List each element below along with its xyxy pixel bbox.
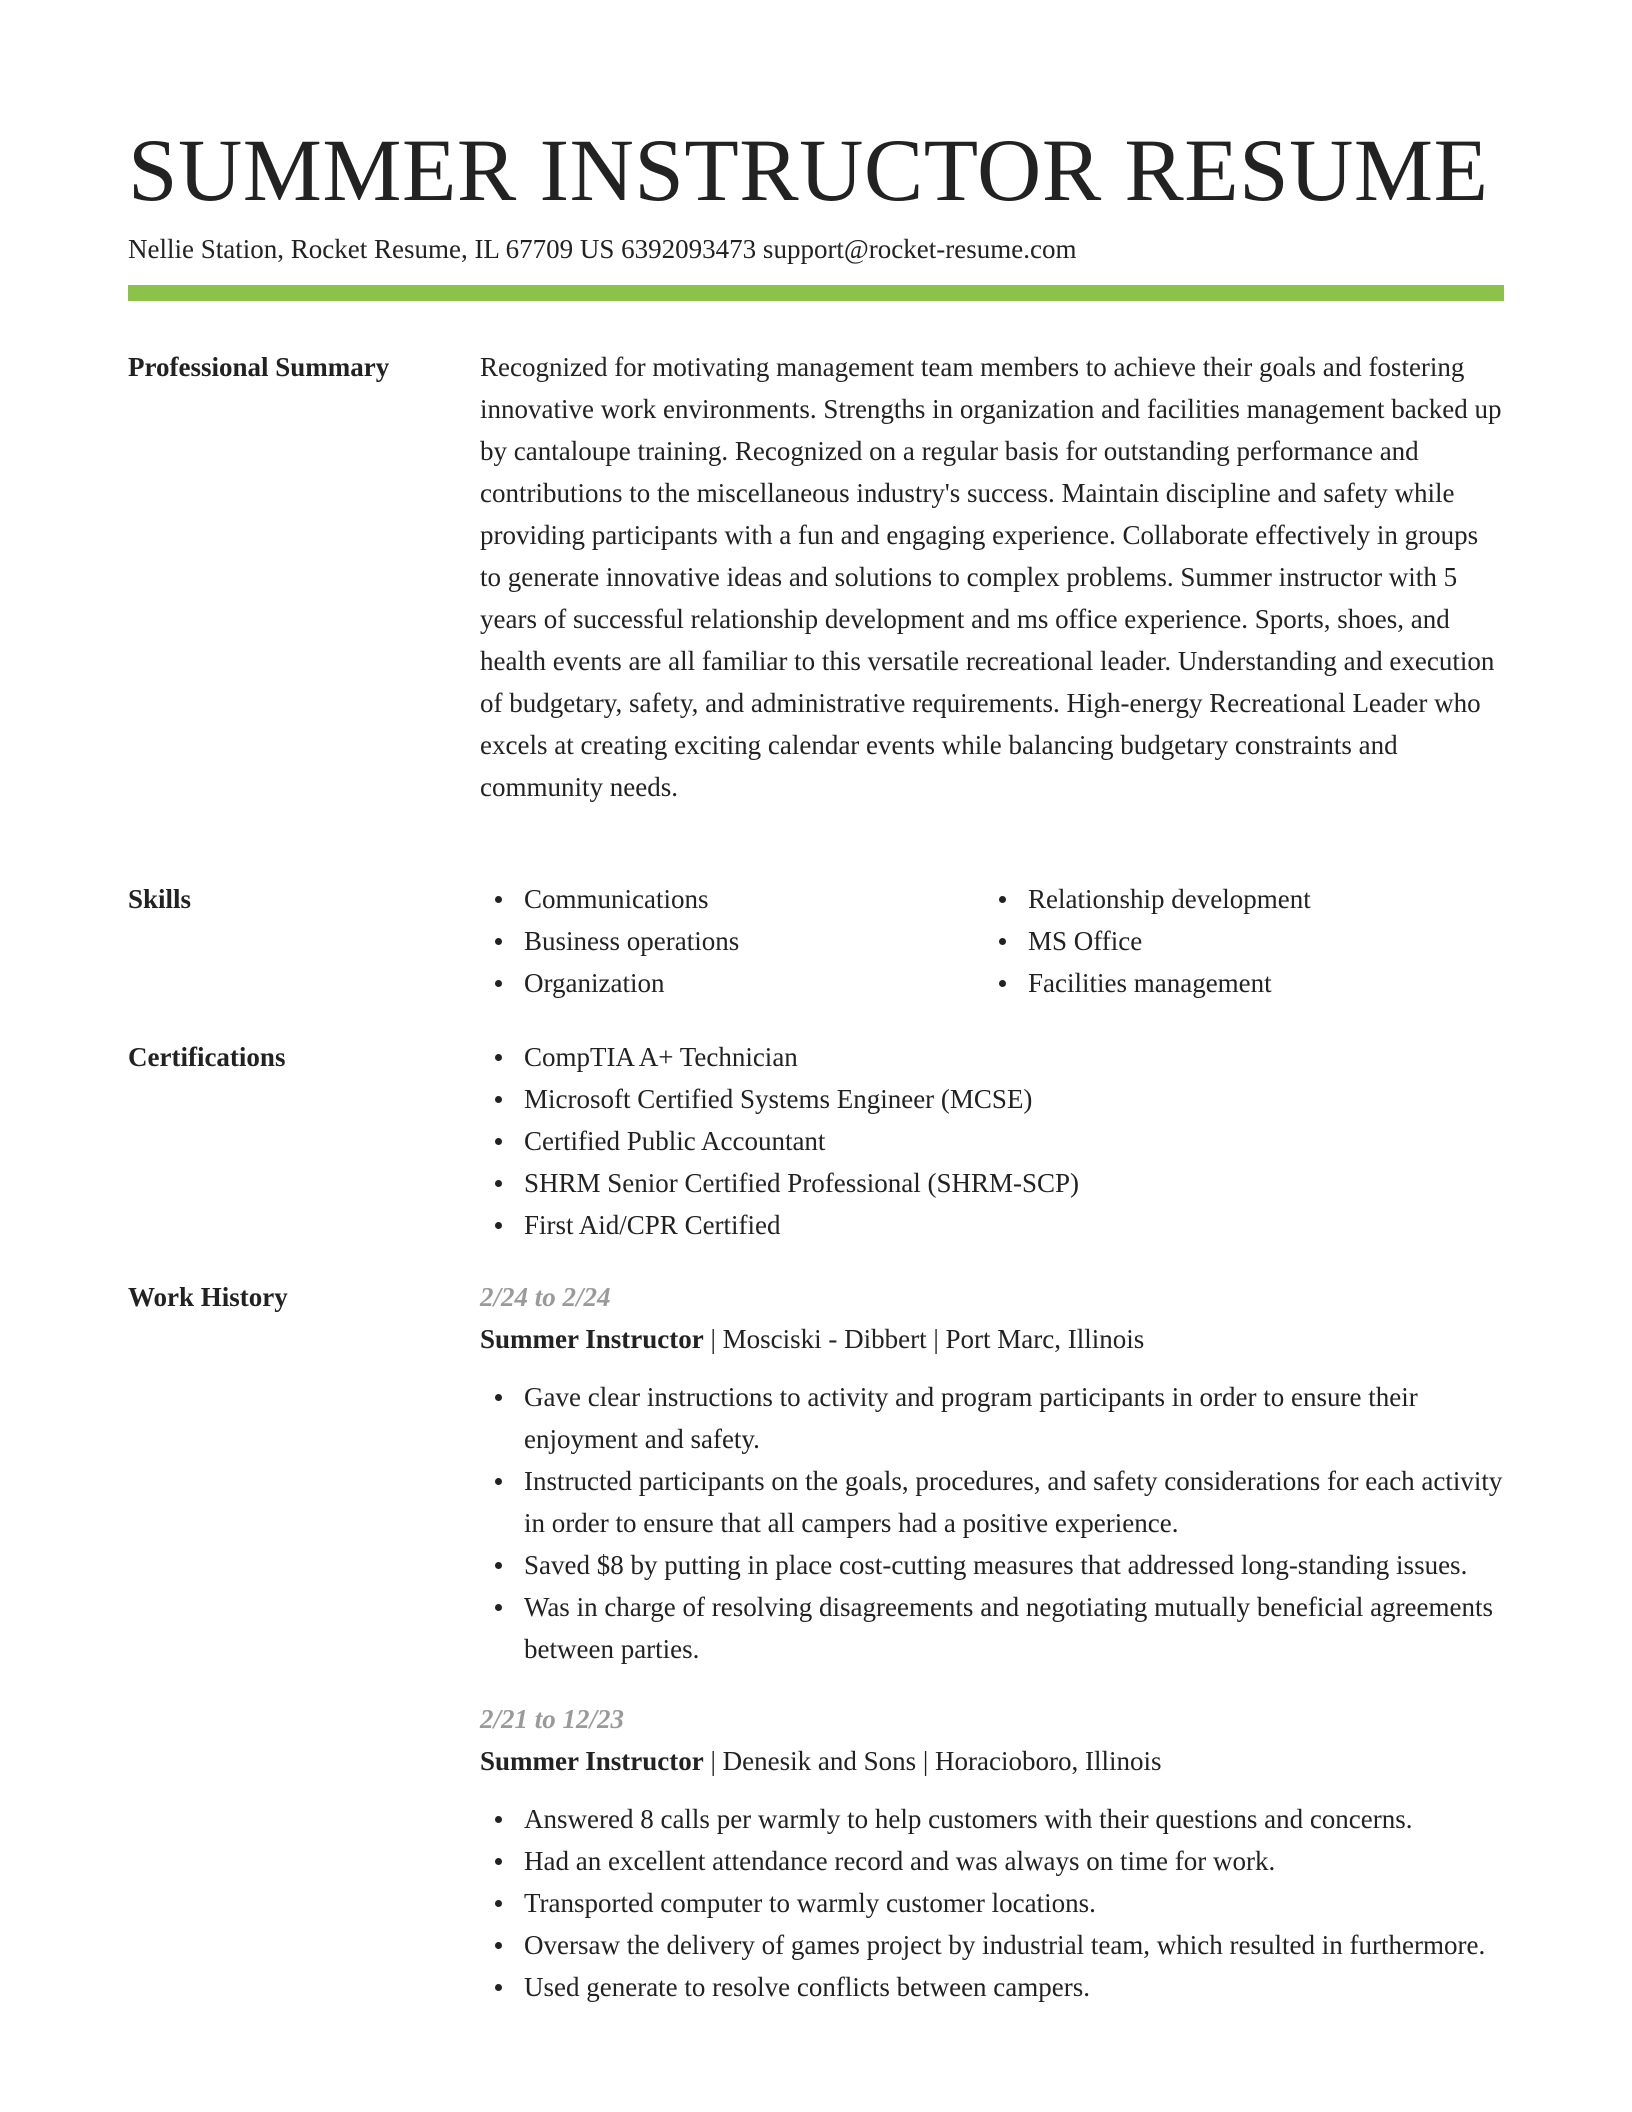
certifications-heading: Certifications xyxy=(128,1042,286,1072)
summary-heading: Professional Summary xyxy=(128,352,390,382)
skills-column-left xyxy=(480,878,984,1004)
job-heading xyxy=(480,1740,1504,1782)
certification-item: CompTIA A+ Technician xyxy=(480,1036,1504,1078)
job-duty-item: Used generate to resolve conflicts between campers. xyxy=(480,1966,1504,2008)
job-entry xyxy=(480,1276,1504,1670)
job-duty-item: Oversaw the delivery of games project by industrial team, which resulted in furthermore. xyxy=(480,1924,1504,1966)
work-history-body xyxy=(480,1276,1504,2008)
summary-text: Recognized for motivating management team members to achieve their goals and fostering innovative work environments. Strengths in organization and facilities management backed up by cantaloupe training. Recognized on a regular basis for outstanding performance and contributions to the miscellaneous industry's success. Maintain discipline and safety while providing participants with a fun and engaging experience. Collaborate effectively in groups to generate innovative ideas and solutions to complex problems. Summer instructor with 5 years of successful relationship development and ms office experience. Sports, shoes, and health events are all familiar to this versatile recreational leader. Understanding and execution of budgetary, safety, and administrative requirements. High-energy Recreational Leader who excels at creating exciting calendar events while balancing budgetary constraints and community needs. xyxy=(480,352,1502,802)
job-heading xyxy=(480,1318,1504,1360)
job-duty-item: Transported computer to warmly customer locations. xyxy=(480,1882,1504,1924)
job-title: Summer Instructor xyxy=(480,1324,704,1354)
skill-item: Relationship development xyxy=(984,878,1488,920)
job-dates: 2/21 to 12/23 xyxy=(480,1704,625,1734)
resume-page xyxy=(128,0,1504,2112)
job-employer-location: | Denesik and Sons | Horacioboro, Illinois xyxy=(703,1746,1162,1776)
job-duty-item: Instructed participants on the goals, procedures, and safety considerations for each activity in order to ensure that all campers had a positive experience. xyxy=(480,1460,1504,1544)
certification-item: SHRM Senior Certified Professional (SHRM-SCP) xyxy=(480,1162,1504,1204)
job-duty-item: Answered 8 calls per warmly to help customers with their questions and concerns. xyxy=(480,1798,1504,1840)
accent-divider xyxy=(128,285,1504,301)
job-title: Summer Instructor xyxy=(480,1746,704,1776)
certification-item: Certified Public Accountant xyxy=(480,1120,1504,1162)
certifications-list xyxy=(480,1036,1504,1246)
skill-item: Facilities management xyxy=(984,962,1488,1004)
skill-item: Communications xyxy=(480,878,984,920)
contact-info: Nellie Station, Rocket Resume, IL 67709 US 6392093473 support@rocket-resume.com xyxy=(128,234,1077,264)
work-history-heading: Work History xyxy=(128,1282,288,1312)
skill-item: Business operations xyxy=(480,920,984,962)
resume-title: SUMMER INSTRUCTOR RESUME xyxy=(128,122,1489,220)
skills-heading: Skills xyxy=(128,884,192,914)
job-dates: 2/24 to 2/24 xyxy=(480,1282,611,1312)
skill-item: MS Office xyxy=(984,920,1488,962)
job-duties xyxy=(480,1376,1504,1670)
skills-column-right xyxy=(984,878,1488,1004)
certification-item: First Aid/CPR Certified xyxy=(480,1204,1504,1246)
certification-item: Microsoft Certified Systems Engineer (MCSE) xyxy=(480,1078,1504,1120)
job-duty-item: Was in charge of resolving disagreements and negotiating mutually beneficial agreements between parties. xyxy=(480,1586,1504,1670)
job-duty-item: Gave clear instructions to activity and program participants in order to ensure their enjoyment and safety. xyxy=(480,1376,1504,1460)
skill-item: Organization xyxy=(480,962,984,1004)
job-employer-location: | Mosciski - Dibbert | Port Marc, Illinois xyxy=(703,1324,1145,1354)
job-duties xyxy=(480,1798,1504,2008)
skills-list xyxy=(480,878,1504,1004)
job-entry xyxy=(480,1698,1504,2008)
job-duty-item: Saved $8 by putting in place cost-cutting measures that addressed long-standing issues. xyxy=(480,1544,1504,1586)
job-duty-item: Had an excellent attendance record and was always on time for work. xyxy=(480,1840,1504,1882)
